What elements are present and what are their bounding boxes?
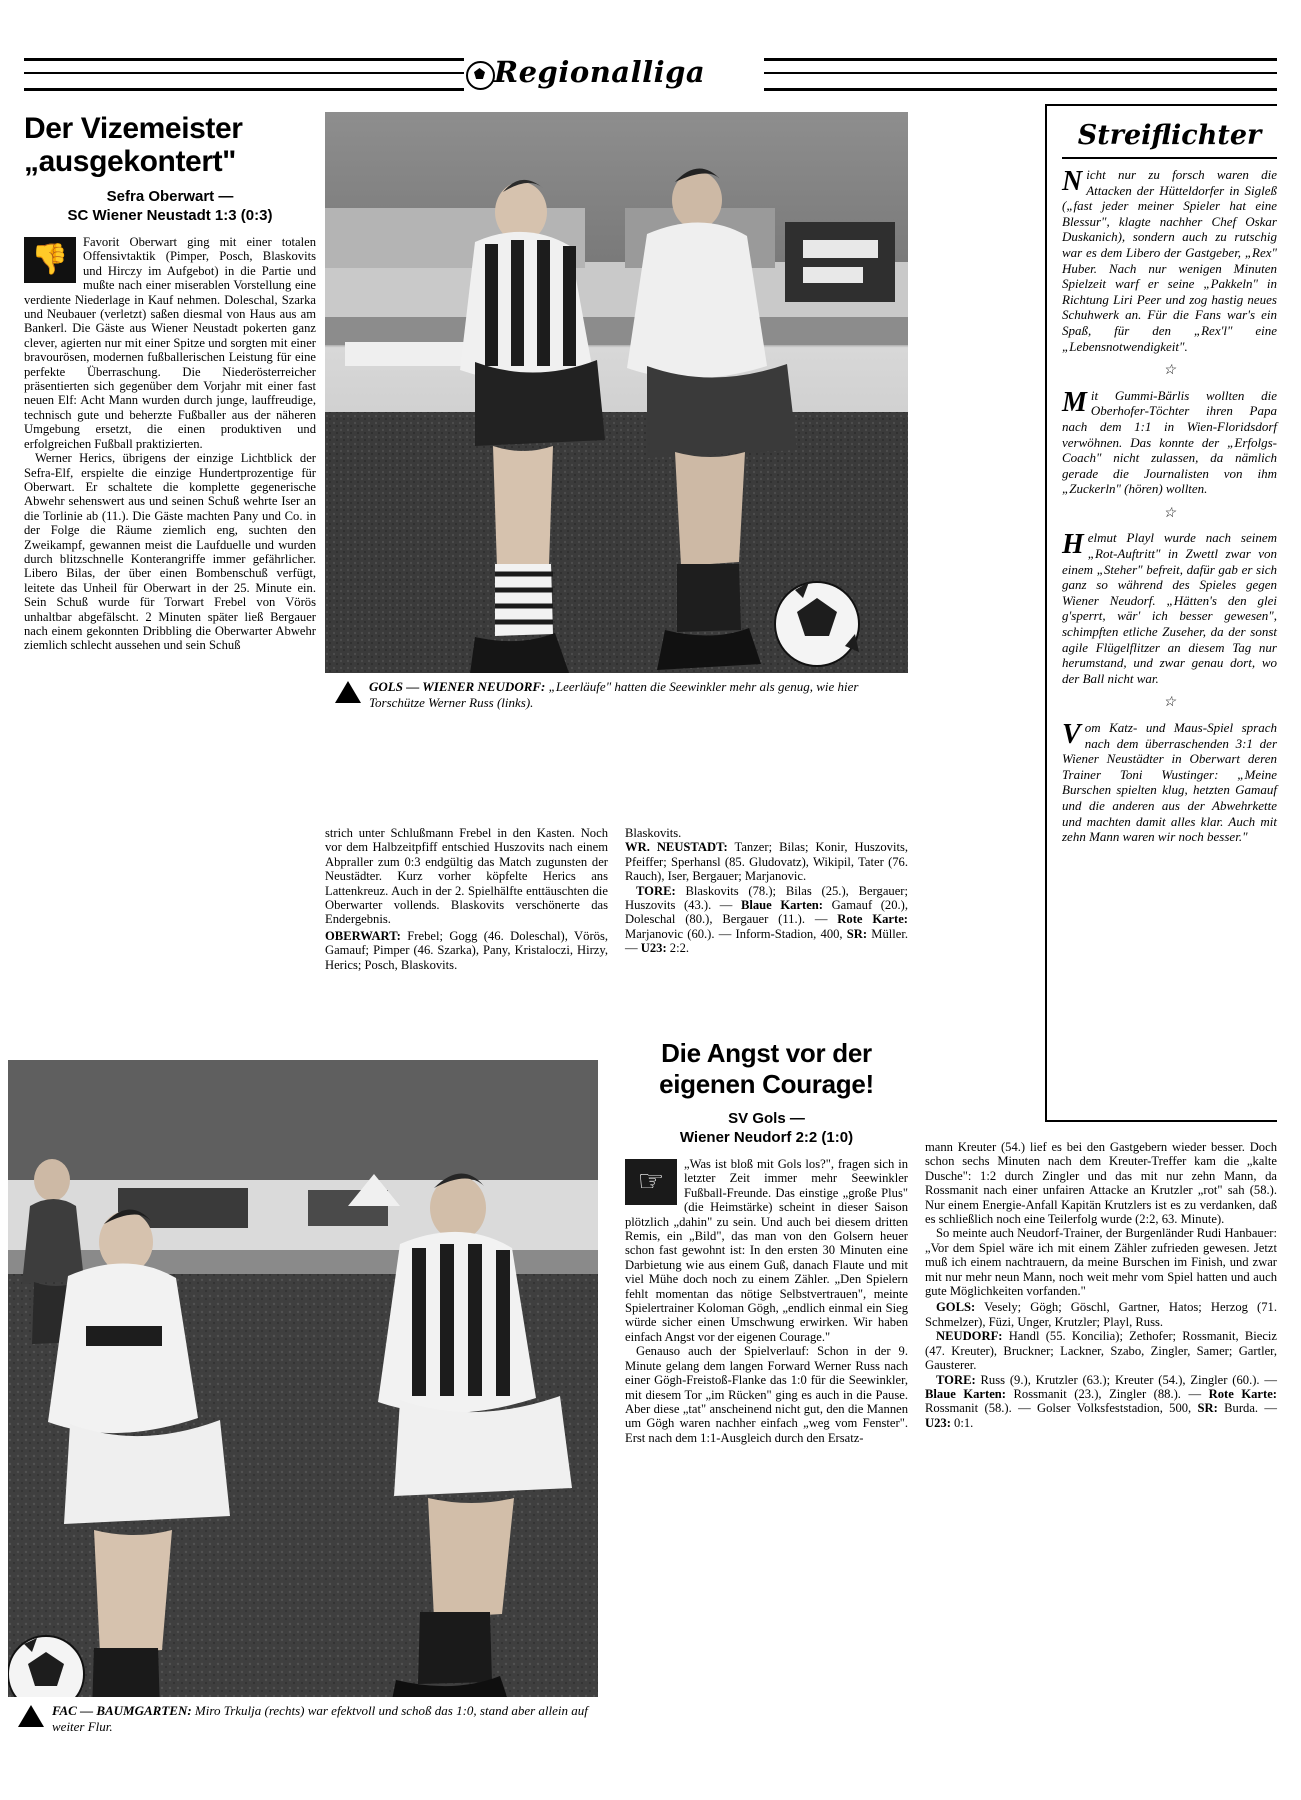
star-separator: ☆: [1163, 505, 1176, 521]
dropcap: V: [1062, 719, 1081, 750]
photo-image: [325, 112, 908, 716]
triangle-marker-icon: [18, 1705, 44, 1727]
streiflichter-title-rule: [1062, 157, 1277, 159]
article-subhead: [24, 187, 316, 225]
headline-2-line-1: Die Angst vor der: [661, 1038, 872, 1068]
blaue-karten-text-1: Gamauf (20.), Doleschal (80.), Bergauer (11.). —: [625, 898, 908, 927]
dropcap: H: [1062, 529, 1084, 561]
tore-label-2: TORE:: [936, 1372, 976, 1387]
streiflichter-item: [1062, 720, 1277, 845]
sr-label-1: SR:: [846, 926, 868, 941]
paragraph-2-1: „Was ist bloß mit Gols los?", fragen sich in letzter Zeit immer mehr Seewinkler Fußball-Freunde. Das einstige „große Plus" (die Heimstärke) scheint in dieser Saison plötzlich „dahin" zu sein. Und auch bei diesem dritten Remis, ein „Bild", das man von den Golsern heuer schon fast gewohnt ist: In den ersten 30 Minuten eine Darbietung wie aus einem Guß, danach Flaute und mit viel Mühe doch noch zu einem Zähler. „Den Spielern fehlt momentan das nötige Selbstvertrauen", meinte Spielertrainer Koloman Gögh, „endlich einmal ein Sieg würde sicher einen Umschwung erwirken. Wir haben einfach Angst vor der eigenen Courage.": [625, 1157, 908, 1344]
u23-label-1: U23:: [640, 941, 667, 956]
lineup-oberwart-label: OBERWART:: [325, 928, 401, 943]
article-oberwart: [24, 112, 316, 653]
streiflichter-item: [1062, 530, 1277, 686]
tore-text-1: Blaskovits (78.); Bilas (25.), Bergauer; Huszovits (43.). —: [625, 883, 908, 913]
photo-image: [8, 1060, 598, 1740]
photo-caption-container: [8, 1697, 598, 1740]
streiflichter-column: [1062, 120, 1277, 845]
tore-label-1: TORE:: [636, 883, 676, 898]
rote-karte-text-1: Marjanovic (60.). — Inform-Stadion, 400,: [625, 926, 847, 941]
article-gols: [625, 1038, 908, 1445]
blaue-karten-label-1: Blaue Karten:: [740, 898, 823, 913]
lineup-neudorf: [925, 1329, 1277, 1372]
article-body-continued: [325, 826, 608, 972]
lineup-oberwart-players: Frebel; Gogg (46. Doleschal), Vörös, Gamauf; Pimper (46. Szarka), Pany, Kristaloczi, Hirzy, Herics; Posch, Blaskovits.: [325, 928, 608, 972]
lineup-gols-label: GOLS:: [936, 1300, 976, 1315]
triangle-marker-icon: [335, 681, 361, 703]
blaue-karten-text-2: Rossmanit (23.), Zingler (88.). —: [1006, 1386, 1209, 1401]
streiflichter-title: Streiflichter: [1077, 120, 1262, 151]
subhead-line-1: Sefra Oberwart —: [106, 188, 234, 205]
paragraph-1: Favorit Oberwart ging mit einer totalen Offensivtaktik (Pimper, Posch, Blaskovits und Hirczy im Aufgebot) in die Partie und mußte nach einer miserablen Vorstellung eine verdiente Niederlage in Kauf nehmen. Doleschal, Szarka und Neubauer (verletzt) saßen diesmal von Haus aus am Bankerl. Die Gäste aus Wiener Neustadt pokerten ganz clever, agierten nur mit einer Spitze und sorgten mit einer bravourösen, modernen fußballerischen Leistung für eine perfekte Überraschung. Die Niederösterreicher präsentierten sich gegenüber dem Vorjahr mit einer fast neuen Elf: Acht Mann wurden durch junge, lauffreudige, technisch gute und beherzte Fußballer aus der näheren Umgebung ersetzt, die einen produktiven und erfolgreichen Fußball praktizierten.: [24, 235, 316, 451]
photo-caption-container: [325, 673, 908, 716]
u23-text-1: 2:2.: [666, 941, 690, 956]
pointing-hand-icon: ☞: [625, 1159, 677, 1205]
sr-text-2: Burda. —: [1217, 1401, 1277, 1416]
article-body: [24, 235, 316, 653]
lineup-gols: [925, 1300, 1277, 1329]
photo-fac-baumgarten: [8, 1060, 598, 1740]
paragraph-2: Werner Herics, übrigens der einzige Lichtblick der Sefra-Elf, erspielte die einzige Hundertprozentige für Oberwart. Er schaltete die komplette gegenerische Abwehr sehenswert aus und seinen Schuß wehrte Iser an die Torlinie ab (11.). Die Gäste machten Pany und Co. in der Folge die Räume ziemlich eng, suchten den Zweikampf, gewannen meist die Laufduelle und wurden durch blitzschnelle Konterangriffe immer gefährlicher. Libero Bilas, der über einen Bombenschuß verfügt, leitete das Unheil für Oberwart in der 25. Minute ein. Sein Schuß wurde für Torwart Frebel von Vörös unhaltbar abgefälscht. 2 Minuten später ließ Bergauer nach einem gekonnten Dribbling die Oberwarter Abwehr ziemlich schlecht aussehen und sein Schuß: [24, 451, 316, 653]
article-2-body: [625, 1157, 908, 1445]
photo-gols-wiener-neudorf: [325, 112, 908, 716]
stats-block: Blaskovits. WR. NEUSTADT: Tanzer; Bilas; Konir, Huszovits, Pfeiffer; Sperhansl (85. Gludovatz), Wikipil, Tater (76. Rauch), Iser, Bergauer; Marjanovic. TORE: Blaskovits (78.); Bilas (25.), Bergauer; Huszovits (43.). — Blaue Karten: Gamauf (20.), Doleschal (80.), Bergauer (11.). — Rote Karte: Marjanovic (60.). — Inform-Stadion, 400, SR: Müller. — U23: 2:2.: [625, 826, 908, 956]
article-2-body-continued: [925, 1140, 1277, 1430]
streiflichter-item: [1062, 388, 1277, 497]
sr-text-1: Müller. —: [625, 926, 908, 956]
streiflichter-items: [1062, 167, 1277, 845]
streiflichter-item: [1062, 167, 1277, 354]
photo-caption: [8, 1697, 598, 1740]
star-separator: ☆: [1163, 695, 1176, 711]
subhead-line-2: SC Wiener Neustadt 1:3 (0:3): [67, 207, 273, 224]
article-2-subhead: [625, 1109, 908, 1147]
star-separator: ☆: [1163, 363, 1176, 379]
dropcap: M: [1062, 386, 1087, 418]
headline-line-1: Der Vizemeister: [24, 112, 243, 145]
article-oberwart-continued: [325, 826, 608, 972]
page-title: [24, 112, 316, 178]
paragraph-3: strich unter Schlußmann Frebel in den Kasten. Noch vor dem Halbzeitpfiff entschied Huszovits nach einem Abpraller zum 0:3 endgültig das Match zugunsten der Neustädter. Kurz vorher köpfelte Herics ans Lattenkreuz. Auch in der 2. Spielhälfte enttäuschten die Oberwarter vollends. Blaskovits verschönerte das Endergebnis.: [325, 826, 608, 927]
paragraph-2-3: mann Kreuter (54.) lief es bei den Gastgebern wieder besser. Doch schon sechs Minuten nach dem Kreuter-Treffer kam die „kalte Dusche": 1:2 durch Zingler und das mit nur zehn Mann, da Rossmanit nach einer unfairen Attacke an Krutzler „rot" sah (58.). Nur einem Energie-Anfall Kapitän Krutzlers ist es zu verdanken, daß es schließlich noch eine Teilerfolg wurde (2:2, 63. Minute).: [925, 1140, 1277, 1227]
headline-line-2: „ausgekontert": [24, 145, 237, 178]
headline-2-line-2: eigenen Courage!: [659, 1069, 874, 1099]
subhead-2-line-2: Wiener Neudorf 2:2 (1:0): [679, 1129, 854, 1146]
column-rule-right: [1045, 104, 1047, 1122]
streiflichter-rule-bottom: [1045, 1120, 1277, 1122]
blaue-karten-label-2: Blaue Karten:: [925, 1386, 1006, 1401]
photo-caption-lead: FAC — BAUMGARTEN:: [52, 1703, 192, 1718]
u23-text-2: 0:1.: [950, 1415, 974, 1430]
u23-label-2: U23:: [925, 1415, 951, 1430]
lineup-neudorf-players: Handl (55. Koncilia); Zethofer; Rossmanit, Bieciz (47. Kreuter), Bruckner; Lackner, Szabo, Zingler, Samer; Gartler, Gausterer.: [925, 1329, 1277, 1373]
lineup-neudorf-label: NEUDORF:: [936, 1329, 1003, 1344]
subhead-2-line-1: SV Gols —: [728, 1110, 805, 1127]
lineup-neustadt-label: WR. NEUSTADT:: [625, 840, 728, 855]
streiflichter-item-text: om Katz- und Maus-Spiel sprach nach dem überraschenden 3:1 der Wiener Neustädter in Oberwart deren Trainer Toni Wustinger: „Meine Burschen spielten klug, hetzten Gamauf und die anderen aus der Abwehrkette und machten damit alles klar. Auch mit zehn Mann waren wir noch besser.": [1062, 720, 1277, 845]
stats-block-2: [925, 1373, 1277, 1431]
article-oberwart-stats: [625, 826, 908, 956]
rote-karte-label-1: Rote Karte:: [837, 912, 908, 927]
paragraph-2-2: Genauso auch der Spielverlauf: Schon in der 9. Minute gelang dem langen Forward Werner Russ nach einer Gögh-Freistoß-Flanke das 1:0 für die Seewinkler, mit diesem Tor „im Rücken" ging es auch in die Pause. Aber diese „tat" anscheinend nicht gut, den die Mannen um Gögh waren nachher einfach „weg vom Fenster". Erst nach dem 1:1-Ausgleich durch den Ersatz-: [625, 1344, 908, 1445]
thumbs-down-icon: 👎: [24, 237, 76, 283]
photo-caption: [325, 673, 908, 716]
tore-text-2: Russ (9.), Krutzler (63.); Kreuter (54.), Zingler (60.). —: [975, 1372, 1277, 1387]
streiflichter-rule-top: [1045, 104, 1277, 106]
masthead-title: Regionalliga: [494, 55, 706, 89]
rote-karte-text-2: Rossmanit (58.). — Golser Volksfeststadion, 500,: [925, 1401, 1198, 1416]
article-gols-continued: [925, 1140, 1277, 1430]
soccer-ball-icon: [466, 61, 495, 90]
streiflichter-item-text: elmut Playl wurde nach seinem „Rot-Auftritt" in Zwettl zwar von einem „Steher" befreit, dafür gab er sich ganz so während des Spieles gegen Wiener Neudorf. „Hätten's den glei g'sperrt, wär' ich besser gewesen", schimpften etliche Zuseher, da der sonst agile Flügelflitzer an diesem Tag nur herumstand, und zwar genau dort, wo der Ball nicht war.: [1062, 530, 1277, 686]
masthead: [24, 52, 1277, 96]
dropcap: N: [1062, 166, 1083, 197]
photo-caption-lead: GOLS — WIENER NEUDORF:: [369, 679, 546, 694]
streiflichter-item-text: icht nur zu forsch waren die Attacken der Hütteldorfer in Sigleß („fast jeder meiner Spieler hat eine Blessur", klagte nachher Chef Oskar Duskanich), sondern auch zu rutschig war es dem Libero der Gastgeber, „Rex" Huber. Nach nur wenigen Minuten Spielzeit warf er seine „Pakkeln" in Richtung Liri Peer und zog hastig neues Schuhwerk an. Für die Fans war's ein Spaß, für den „Rex'l" eine „Lebensnotwendigkeit".: [1062, 167, 1277, 354]
photo-caption-text: Miro Trkulja (rechts) war efektvoll und schoß das 1:0, stand aber allein auf weiter Flur.: [52, 1703, 588, 1734]
lineup-neustadt-players: Tanzer; Bilas; Konir, Huszovits, Pfeiffer; Sperhansl (85. Gludovatz), Wikipil, Tater (76. Rauch), Iser, Bergauer; Marjanovic.: [625, 840, 908, 884]
lineup-gols-players: Vesely; Gögh; Göschl, Gartner, Hatos; Herzog (71. Schmelzer), Füzi, Unger, Krutzler; Playl, Russ.: [925, 1300, 1277, 1329]
paragraph-2-4: So meinte auch Neudorf-Trainer, der Burgenländer Rudi Hanbauer: „Vor dem Spiel wäre ich mit einem Zähler zufrieden gewesen. Jetzt muß ich einem nachtrauern, da meine Burschen im Finish, und zwar mit nur mehr neun Mann, noch weit mehr vom Spiel hatten und auch gute Möglichkeiten vorfanden.": [925, 1226, 1277, 1299]
photo-caption-text: „Leerläufe" hatten die Seewinkler mehr als genug, wie hier Torschütze Werner Russ (links).: [369, 679, 859, 710]
streiflichter-item-text: it Gummi-Bärlis wollten die Oberhofer-Töchter ihren Papa nach dem 1:1 in Wien-Floridsdorf verwöhnen. Das konnte der „Erfolgs-Coach" nicht zulassen, da nämlich gerade die Journalisten von ihm „Zuckerln" (hören) wollten.: [1062, 387, 1277, 497]
lineup-oberwart: [325, 929, 608, 972]
article-2-title: [625, 1038, 908, 1100]
rote-karte-label-2: Rote Karte:: [1208, 1386, 1277, 1401]
sr-label-2: SR:: [1197, 1401, 1218, 1416]
